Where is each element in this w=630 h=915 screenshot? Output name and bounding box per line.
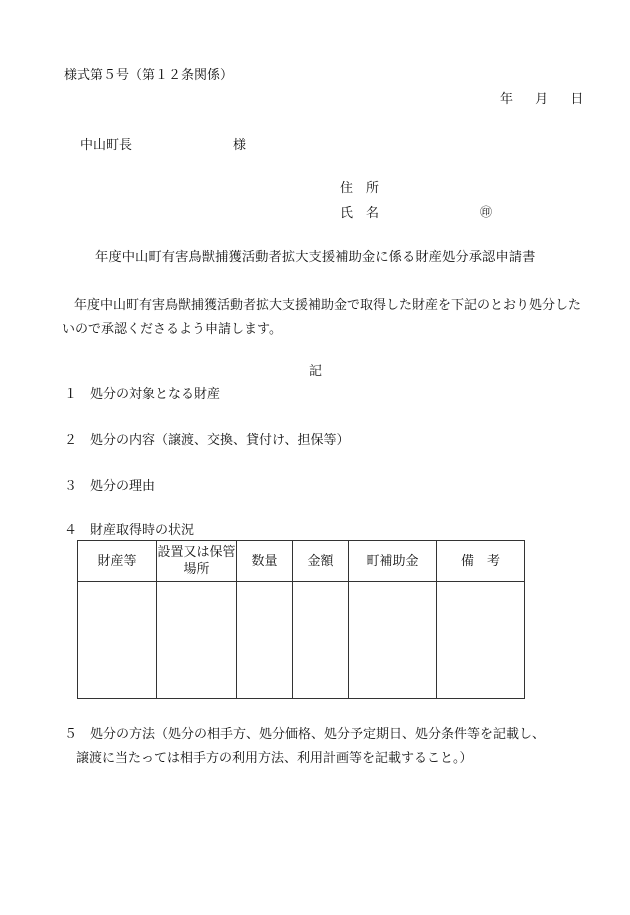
seal-mark: ㊞ bbox=[480, 205, 493, 219]
table-cell[interactable] bbox=[437, 582, 525, 699]
item-3 bbox=[64, 479, 155, 495]
table-cell[interactable] bbox=[293, 582, 349, 699]
table-header-cell: 設置又は保管場所 bbox=[157, 541, 237, 582]
date-line bbox=[500, 92, 583, 108]
item-5 bbox=[64, 723, 584, 771]
table-cell[interactable] bbox=[157, 582, 237, 699]
item-2-number: ２ bbox=[64, 433, 78, 448]
table-cell[interactable] bbox=[237, 582, 293, 699]
item-5-continuation: 譲渡に当たっては相手方の利用方法、利用計画等を記載すること。） bbox=[76, 751, 473, 766]
table-header-cell: 備 考 bbox=[437, 541, 525, 582]
applicant-name-label: 氏 名 bbox=[340, 206, 380, 221]
item-1 bbox=[64, 387, 220, 403]
form-number: 様式第５号（第１２条関係） bbox=[64, 68, 234, 83]
item-2 bbox=[64, 433, 349, 449]
item-4 bbox=[64, 523, 194, 539]
item-3-text: 処分の理由 bbox=[90, 479, 156, 494]
table-row bbox=[78, 582, 525, 699]
document-title: 年度中山町有害鳥獣捕獲活動者拡大支援補助金に係る財産処分承認申請書 bbox=[95, 250, 536, 265]
asset-status-table bbox=[77, 540, 525, 699]
date-month-label: 月 bbox=[535, 92, 549, 107]
table-header-row bbox=[78, 541, 525, 582]
applicant-address-label: 住 所 bbox=[340, 181, 380, 196]
item-2-text: 処分の内容（譲渡、交換、貸付け、担保等） bbox=[90, 433, 350, 448]
table-header-cell: 数量 bbox=[237, 541, 293, 582]
item-3-number: ３ bbox=[64, 479, 78, 494]
table-header-cell: 金額 bbox=[293, 541, 349, 582]
table-header-cell: 町補助金 bbox=[349, 541, 437, 582]
ki-heading: 記 bbox=[309, 364, 323, 379]
table-cell[interactable] bbox=[78, 582, 157, 699]
item-1-text: 処分の対象となる財産 bbox=[90, 387, 221, 402]
table-header-cell: 財産等 bbox=[78, 541, 157, 582]
item-4-text: 財産取得時の状況 bbox=[90, 523, 195, 538]
item-4-number: ４ bbox=[64, 523, 78, 538]
item-1-number: １ bbox=[64, 387, 78, 402]
date-day-label: 日 bbox=[570, 92, 584, 107]
honorific: 様 bbox=[233, 138, 247, 153]
request-body: 年度中山町有害鳥獣捕獲活動者拡大支援補助金で取得した財産を下記のとおり処分したいので承認くださるよう申請します。 bbox=[62, 298, 582, 337]
date-year-label: 年 bbox=[500, 92, 514, 107]
item-5-text: 処分の方法（処分の相手方、処分価格、処分予定期日、処分条件等を記載し、 bbox=[90, 727, 546, 742]
item-5-number: ５ bbox=[64, 727, 78, 742]
addressee: 中山町長 bbox=[80, 138, 133, 153]
table-cell[interactable] bbox=[349, 582, 437, 699]
